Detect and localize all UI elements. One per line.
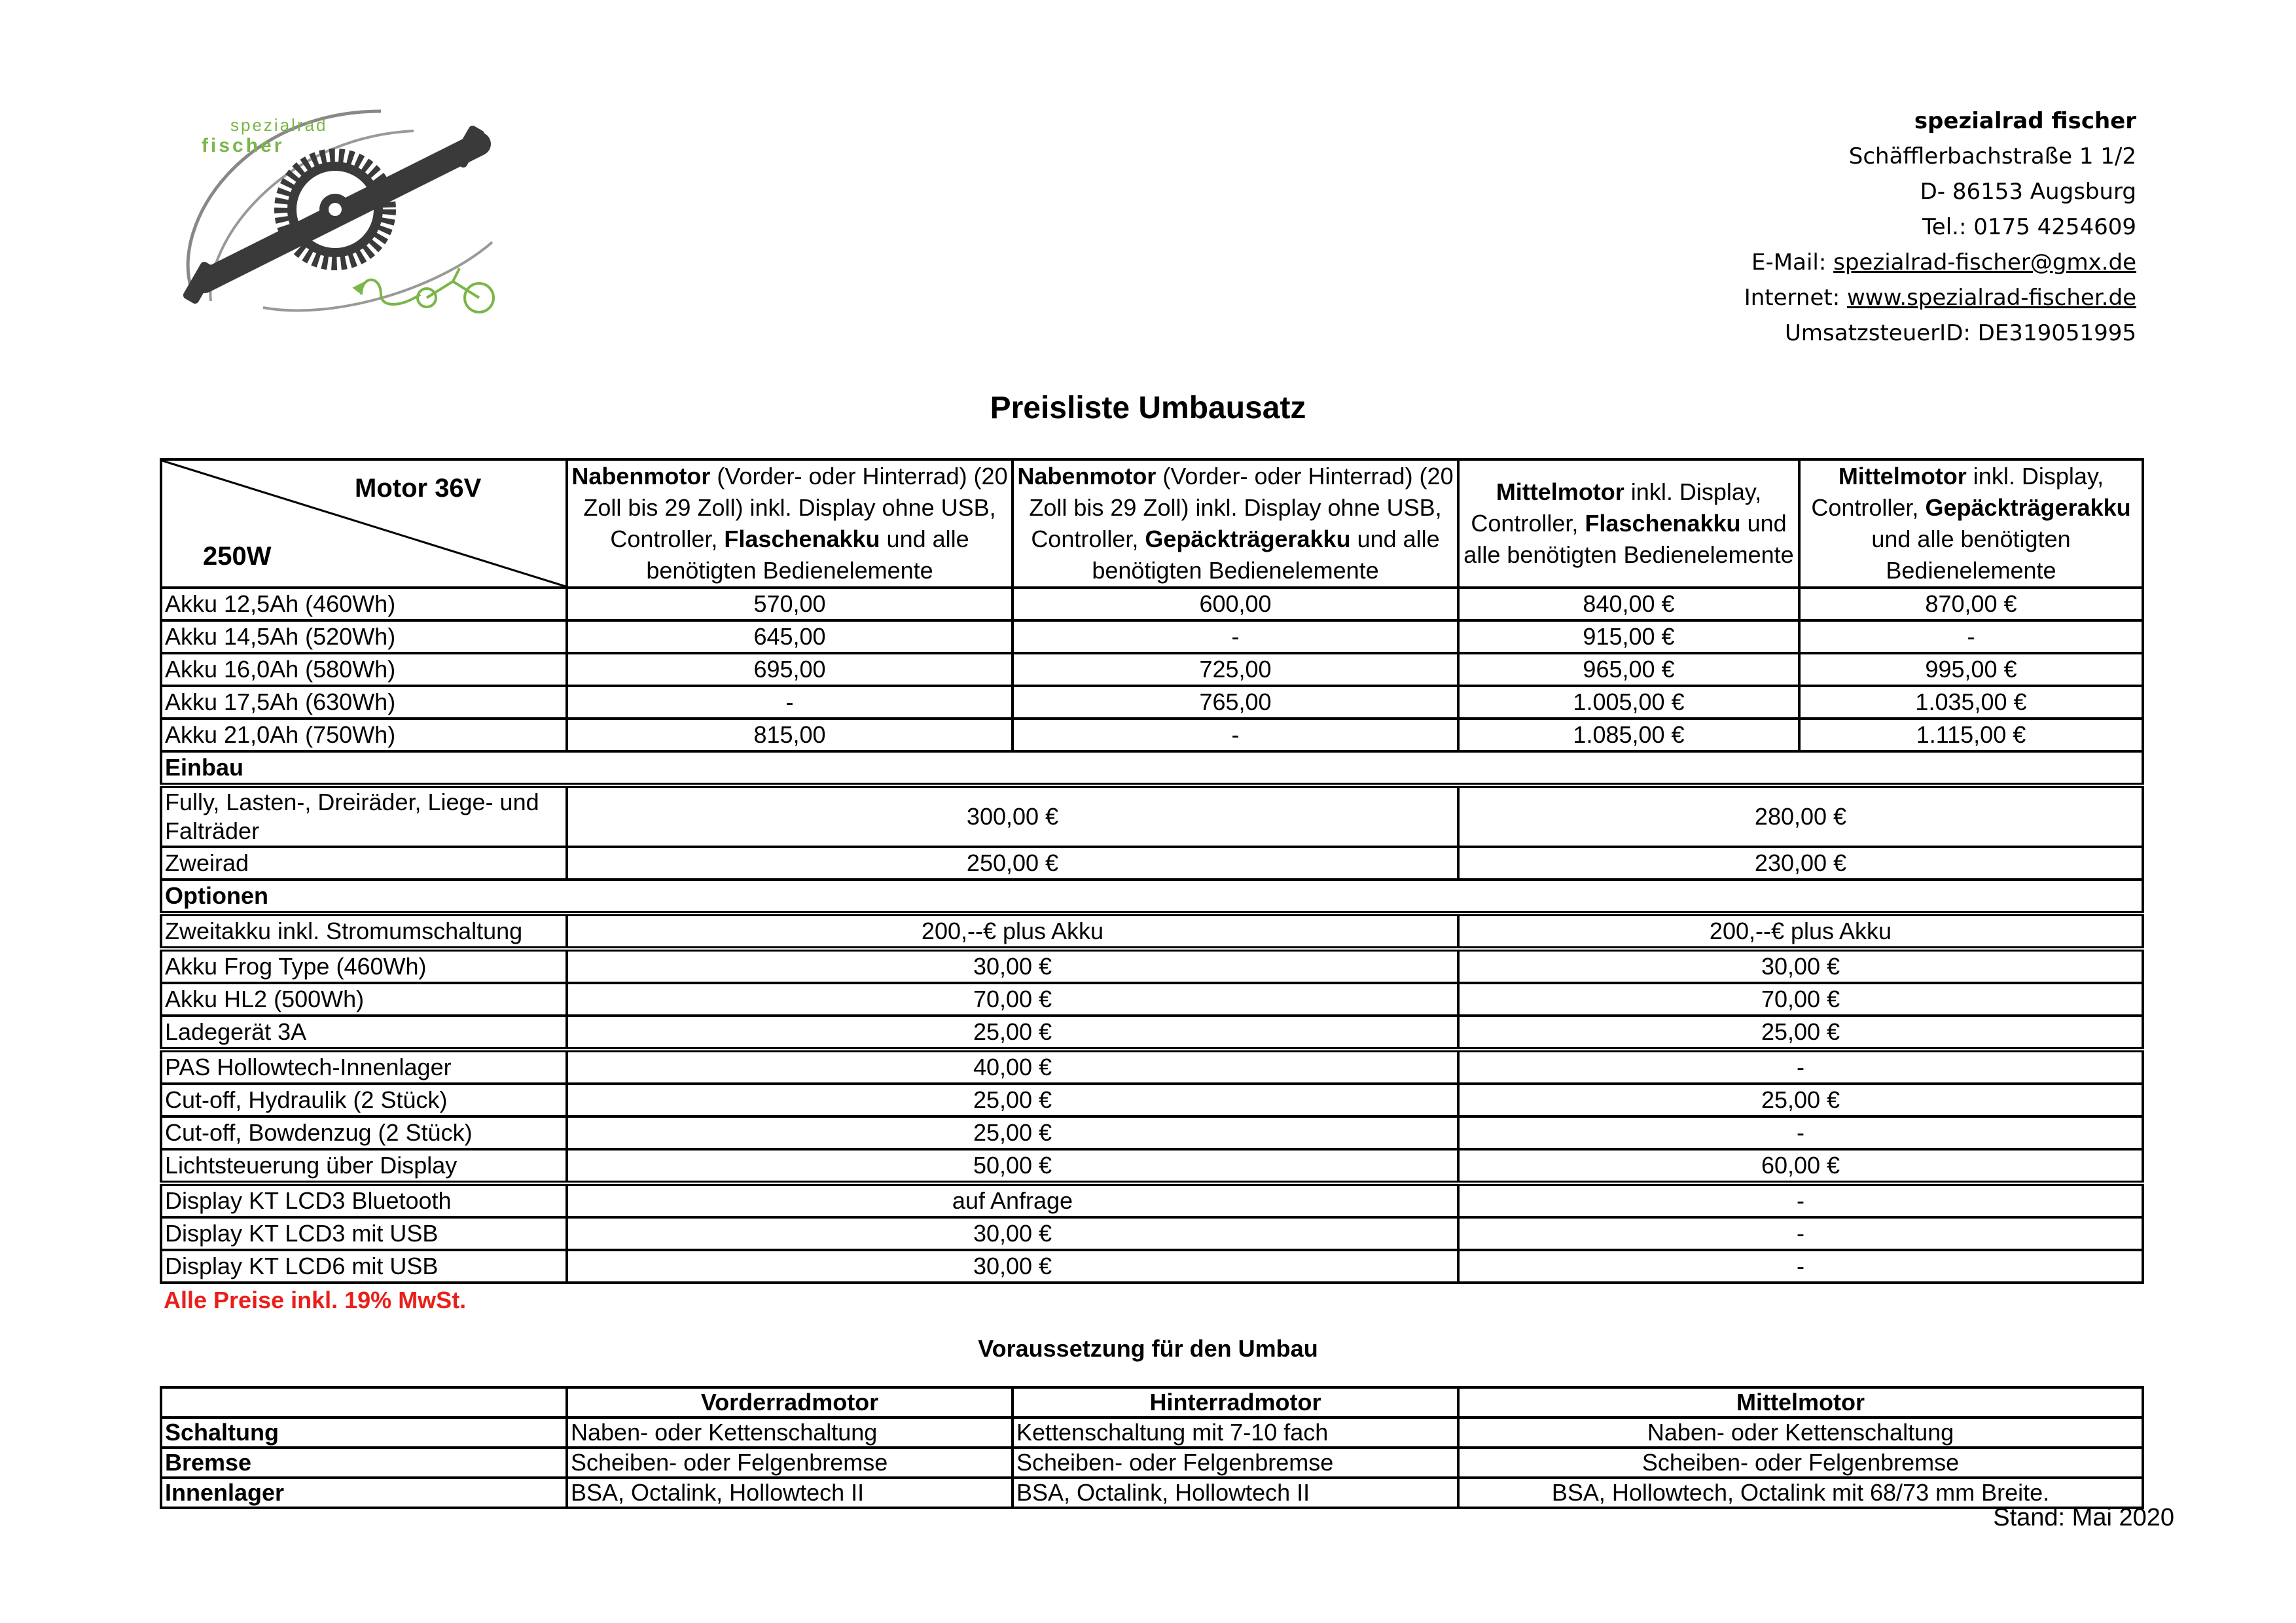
column-desc: (Vorder- oder Hinterrad) (20 Zoll bis 29 Zoll) inkl. Display ohne USB, Controller, [583,463,1008,552]
company-street: Schäfflerbachstraße 1 1/2 [1848,143,2136,169]
row-label: Akku 16,0Ah (580Wh) [161,653,567,686]
requirement-label: Innenlager [161,1478,567,1508]
requirements-header-cell: Vorderradmotor [567,1387,1013,1418]
hub-motor-price: 200,--€ plus Akku [567,914,1458,949]
price-cell: 965,00 € [1458,653,1799,686]
option-row [161,785,2143,847]
column-header-2 [1013,459,1458,588]
corner-cell [161,459,567,588]
row-label: Zweirad [161,847,567,880]
requirement-label: Bremse [161,1448,567,1478]
option-row [161,1149,2143,1183]
mid-motor-price: 30,00 € [1458,949,2143,983]
column-motor-type: Mittelmotor [1496,478,1624,505]
company-web-line [1744,280,2136,315]
company-address-block [1744,103,2136,351]
option-row [161,1116,2143,1149]
hub-motor-price: 70,00 € [567,983,1458,1016]
mid-motor-price: - [1458,1217,2143,1250]
price-cell: - [1799,620,2143,653]
section-heading: Einbau [161,751,2143,785]
hub-motor-price: 250,00 € [567,847,1458,880]
column-desc-end: und alle benötigten Bedienelemente [1092,526,1440,584]
company-email-line [1744,245,2136,280]
price-cell: 725,00 [1013,653,1458,686]
requirements-row [161,1418,2143,1448]
logo-text-fischer: fischer [202,135,285,156]
motor-power-label: 250W [203,542,272,571]
mid-motor-price: - [1458,1116,2143,1149]
optionen-section-row [161,880,2143,914]
row-label: Cut-off, Bowdenzug (2 Stück) [161,1116,567,1149]
column-motor-type: Nabenmotor [571,463,711,490]
akku-row [161,620,2143,653]
mid-motor-price: 60,00 € [1458,1149,2143,1183]
price-cell: - [567,686,1013,719]
email-label: E-Mail: [1751,249,1827,276]
price-cell: 570,00 [567,588,1013,620]
requirement-cell: Naben- oder Kettenschaltung [567,1418,1013,1448]
requirements-row [161,1478,2143,1508]
column-desc-end: und alle benötigten Bedienelemente [1871,526,2071,584]
price-cell: 995,00 € [1799,653,2143,686]
option-row [161,1016,2143,1050]
web-link[interactable]: www.spezialrad-fischer.de [1846,285,2136,311]
price-cell: 645,00 [567,620,1013,653]
hub-motor-price: 40,00 € [567,1050,1458,1084]
mid-motor-price: 230,00 € [1458,847,2143,880]
akku-row [161,686,2143,719]
company-tax-id: UmsatzsteuerID: DE319051995 [1785,320,2136,346]
e-bike-icon [355,268,493,312]
price-cell: 1.085,00 € [1458,719,1799,751]
hub-motor-price: 50,00 € [567,1149,1458,1183]
mid-motor-price: 70,00 € [1458,983,2143,1016]
hub-motor-price: 30,00 € [567,1217,1458,1250]
mid-motor-price: 25,00 € [1458,1084,2143,1116]
requirement-cell: Kettenschaltung mit 7-10 fach [1013,1418,1458,1448]
requirement-label: Schaltung [161,1418,567,1448]
price-cell: 815,00 [567,719,1013,751]
requirements-header-cell: Hinterradmotor [1013,1387,1458,1418]
row-label: Display KT LCD3 Bluetooth [161,1183,567,1217]
requirement-cell: Scheiben- oder Felgenbremse [1458,1448,2143,1478]
hub-motor-price: 30,00 € [567,949,1458,983]
page-title: Preisliste Umbausatz [990,391,1306,425]
section-heading: Optionen [161,880,2143,914]
price-cell: 1.005,00 € [1458,686,1799,719]
hub-motor-price: 300,00 € [567,785,1458,847]
column-header-3 [1458,459,1799,588]
requirement-cell: Naben- oder Kettenschaltung [1458,1418,2143,1448]
option-row [161,914,2143,949]
price-cell: - [1013,620,1458,653]
mid-motor-price: - [1458,1250,2143,1283]
column-desc-end: und alle benötigten Bedienelemente [1463,510,1794,568]
akku-row [161,588,2143,620]
row-label: Lichtsteuerung über Display [161,1149,567,1183]
motor-voltage-label: Motor 36V [355,474,482,503]
requirements-header-cell: Mittelmotor [1458,1387,2143,1418]
hub-motor-price: 25,00 € [567,1084,1458,1116]
column-header-1 [567,459,1013,588]
price-table [160,458,2144,1284]
mid-motor-price: 280,00 € [1458,785,2143,847]
mid-motor-price: - [1458,1183,2143,1217]
column-motor-type: Mittelmotor [1838,463,1967,490]
vat-note: Alle Preise inkl. 19% MwSt. [164,1287,467,1313]
requirements-row [161,1448,2143,1478]
hub-motor-price: 25,00 € [567,1016,1458,1050]
mid-motor-price: 25,00 € [1458,1016,2143,1050]
column-desc: inkl. Display, Controller, [1811,463,2104,521]
hub-motor-price: 25,00 € [567,1116,1458,1149]
row-label: Cut-off, Hydraulik (2 Stück) [161,1084,567,1116]
row-label: Akku 12,5Ah (460Wh) [161,588,567,620]
requirements-header-row [161,1387,2143,1418]
column-battery-type: Flaschenakku [724,526,880,552]
company-phone: Tel.: 0175 4254609 [1922,214,2136,240]
option-row [161,1084,2143,1116]
option-row [161,1183,2143,1217]
company-city: D- 86153 Augsburg [1920,179,2136,205]
price-cell: 915,00 € [1458,620,1799,653]
option-row [161,949,2143,983]
column-battery-type: Flaschenakku [1585,510,1741,537]
column-desc: inkl. Display, Controller, [1471,478,1762,537]
mid-motor-price: 200,--€ plus Akku [1458,914,2143,949]
company-logo [165,92,531,327]
web-label: Internet: [1744,285,1840,311]
logo-text-spezialrad: spezialrad [230,115,328,135]
price-cell: - [1013,719,1458,751]
column-header-4 [1799,459,2143,588]
column-battery-type: Gepäckträgerakku [1925,494,2131,521]
row-label: Akku 14,5Ah (520Wh) [161,620,567,653]
requirement-cell: BSA, Octalink, Hollowtech II [1013,1478,1458,1508]
row-label: Akku Frog Type (460Wh) [161,949,567,983]
row-label: Zweitakku inkl. Stromumschaltung [161,914,567,949]
hub-motor-price: auf Anfrage [567,1183,1458,1217]
row-label: Display KT LCD6 mit USB [161,1250,567,1283]
column-desc-end: und alle benötigten Bedienelemente [646,526,969,584]
company-name: spezialrad fischer [1914,108,2136,134]
row-label: Akku 17,5Ah (630Wh) [161,686,567,719]
price-cell: 870,00 € [1799,588,2143,620]
price-cell: 765,00 [1013,686,1458,719]
requirement-cell: BSA, Hollowtech, Octalink mit 68/73 mm Breite. [1458,1478,2143,1508]
price-table-header-row [161,459,2143,588]
row-label: Fully, Lasten-, Dreiräder, Liege- und Falträder [161,785,567,847]
option-row [161,1217,2143,1250]
einbau-section-row [161,751,2143,785]
row-label: PAS Hollowtech-Innenlager [161,1050,567,1084]
price-cell: 600,00 [1013,588,1458,620]
row-label: Ladegerät 3A [161,1016,567,1050]
requirements-header-cell [161,1387,567,1418]
stand-date: Stand: Mai 2020 [1993,1504,2174,1531]
price-cell: 1.115,00 € [1799,719,2143,751]
column-desc: (Vorder- oder Hinterrad) (20 Zoll bis 29 Zoll) inkl. Display ohne USB, Controller, [1029,463,1454,552]
row-label: Akku 21,0Ah (750Wh) [161,719,567,751]
column-motor-type: Nabenmotor [1017,463,1157,490]
requirement-cell: Scheiben- oder Felgenbremse [1013,1448,1458,1478]
row-label: Display KT LCD3 mit USB [161,1217,567,1250]
requirements-table [160,1386,2144,1509]
mid-motor-price: - [1458,1050,2143,1084]
option-row [161,1250,2143,1283]
price-cell: 695,00 [567,653,1013,686]
row-label: Akku HL2 (500Wh) [161,983,567,1016]
requirement-cell: BSA, Octalink, Hollowtech II [567,1478,1013,1508]
option-row [161,1050,2143,1084]
price-cell: 1.035,00 € [1799,686,2143,719]
email-link[interactable]: spezialrad-fischer@gmx.de [1833,249,2136,276]
requirement-cell: Scheiben- oder Felgenbremse [567,1448,1013,1478]
option-row [161,847,2143,880]
price-cell: 840,00 € [1458,588,1799,620]
option-row [161,983,2143,1016]
column-battery-type: Gepäckträgerakku [1145,526,1351,552]
hub-motor-price: 30,00 € [567,1250,1458,1283]
requirements-title: Voraussetzung für den Umbau [978,1335,1318,1362]
akku-row [161,653,2143,686]
akku-row [161,719,2143,751]
